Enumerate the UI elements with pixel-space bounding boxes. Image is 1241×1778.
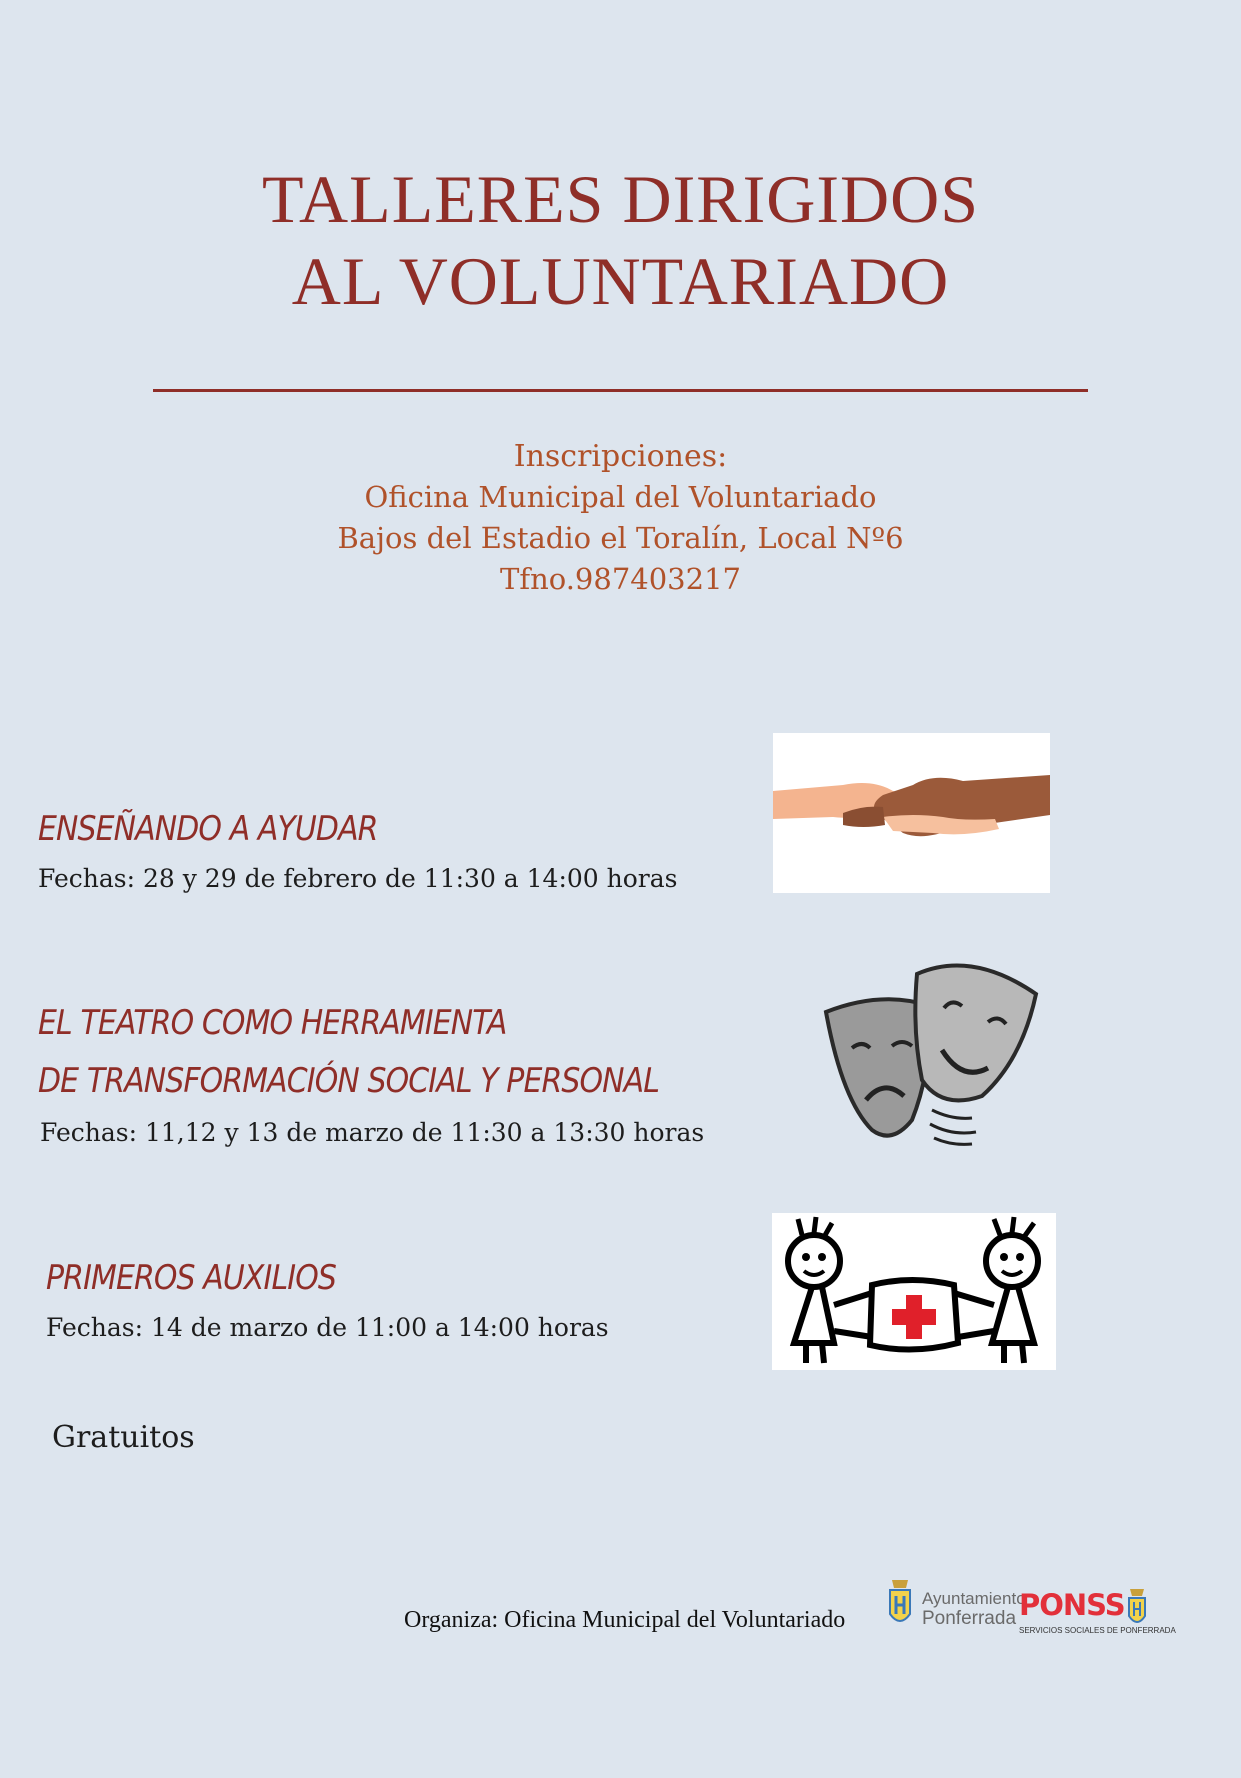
workshop-2-title <box>38 994 659 1110</box>
workshop-2-title-line2: DE TRANSFORMACIÓN SOCIAL Y PERSONAL <box>38 1061 660 1101</box>
organizer-text: Organiza: Oficina Municipal del Voluntariado <box>404 1607 846 1633</box>
workshop-2-dates: Fechas: 11,12 y 13 de marzo de 11:30 a 13:30 horas <box>40 1118 705 1147</box>
ponferrada-crest-icon <box>889 1578 911 1632</box>
workshop-3-dates: Fechas: 14 de marzo de 11:00 a 14:00 horas <box>46 1313 609 1342</box>
registration-info <box>0 436 1241 600</box>
poster-title-line2: AL VOLUNTARIADO <box>291 243 950 319</box>
registration-phone: Tfno.987403217 <box>500 562 741 596</box>
workshop-3-title-line1: PRIMEROS AUXILIOS <box>46 1258 336 1298</box>
logo-ayuntamiento-line1: Ayuntamiento <box>922 1589 1026 1608</box>
registration-office: Oficina Municipal del Voluntariado <box>364 480 877 514</box>
handshake-illustration <box>773 733 1050 893</box>
workshop-1-title-line1: ENSEÑANDO A AYUDAR <box>38 809 378 849</box>
theater-masks-illustration <box>822 950 1040 1150</box>
registration-label: Inscripciones: <box>513 439 728 474</box>
workshop-1-title <box>38 800 378 858</box>
poster-title-line1: TALLERES DIRIGIDOS <box>261 161 980 237</box>
workshop-2-title-line1: EL TEATRO COMO HERRAMIENTA <box>38 1003 507 1043</box>
poster-title <box>0 158 1241 322</box>
first-aid-kids-illustration <box>772 1213 1056 1370</box>
registration-address: Bajos del Estadio el Toralín, Local Nº6 <box>337 521 904 555</box>
workshop-3-title <box>46 1249 336 1307</box>
title-divider <box>153 389 1088 392</box>
ponss-logo-brand: PONSS <box>1019 1588 1125 1622</box>
workshop-1-dates: Fechas: 28 y 29 de febrero de 11:30 a 14:00 horas <box>38 864 678 893</box>
price-note: Gratuitos <box>52 1420 195 1455</box>
ponss-logo-caption: SERVICIOS SOCIALES DE PONFERRADA <box>1019 1626 1176 1635</box>
ponss-crest-icon <box>1128 1588 1146 1630</box>
logo-ayuntamiento-line2: Ponferrada <box>922 1608 1017 1629</box>
